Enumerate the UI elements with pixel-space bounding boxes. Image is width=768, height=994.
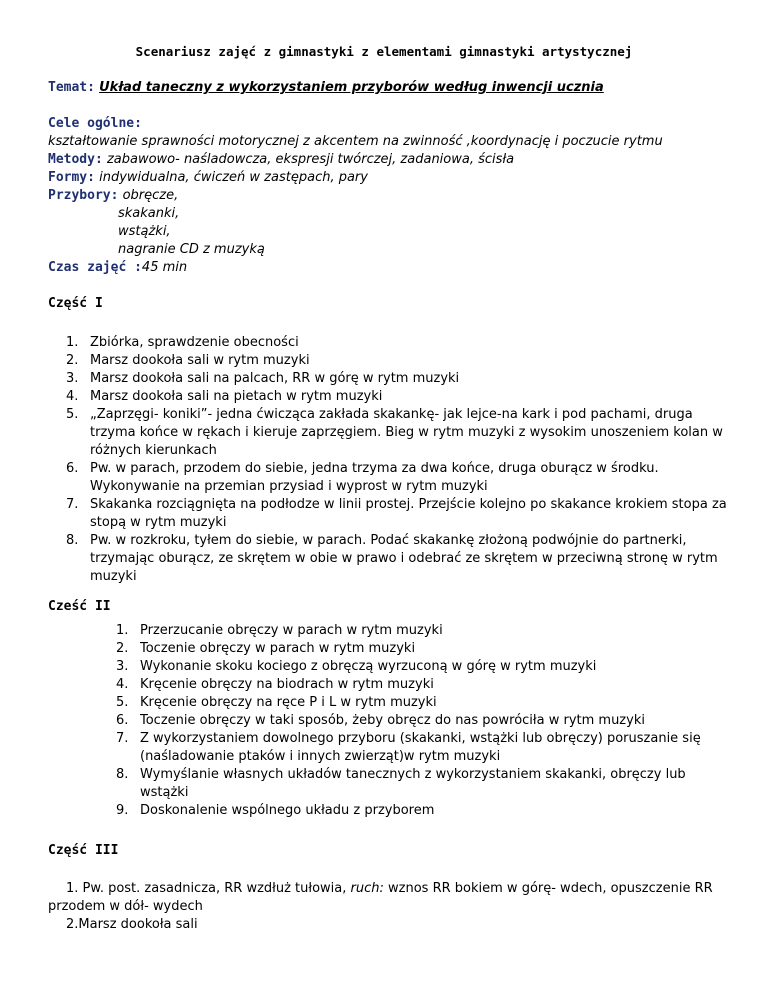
part2-heading: Cześć II	[48, 599, 111, 614]
przybory-line	[48, 187, 178, 205]
list-item: 7. Z wykorzystaniem dowolnego przyboru (skakanki, wstążki lub obręczy) poruszanie się (naśladowanie ptaków i innych zwierząt)w rytm muzyki	[116, 731, 701, 764]
przybory-item: skakanki,	[118, 206, 180, 221]
temat-line	[48, 79, 604, 97]
part3-item-2: 2.Marsz dookoła sali	[66, 917, 198, 932]
list-item: 5. „Zaprzęgi- koniki”- jedna ćwicząca zakłada skakankę- jak lejce-na kark i pod pachami, druga trzyma końce w rękach i kieruje zaprzęgiem. Bieg w rytm muzyki z wysokim unoszeniem kolan w różnych kierunkach	[66, 407, 723, 458]
przybory-item: obręcze,	[122, 188, 179, 203]
document-title: Scenariusz zajęć z gimnastyki z elementami gimnastyki artystycznej	[135, 44, 633, 59]
part1-heading: Część I	[48, 296, 103, 311]
list-item: 8. Pw. w rozkroku, tyłem do siebie, w parach. Podać skakankę złożoną podwójnie do partnerki, trzymając oburącz, ze skrętem w obie w prawo i odebrać ze skrętem w przeciwną stronę w rytm muzyki	[66, 533, 718, 584]
czas-line	[48, 259, 187, 277]
czas-value: 45 min	[141, 260, 188, 275]
przybory-item: wstążki,	[118, 224, 171, 239]
list-item: 2. Toczenie obręczy w parach w rytm muzyki	[116, 641, 416, 656]
cele-value: kształtowanie sprawności motorycznej z akcentem na zwinność ,koordynację i poczucie rytmu	[48, 134, 663, 149]
part3-heading: Część III	[48, 843, 119, 858]
cele-label: Cele ogólne:	[48, 116, 142, 131]
part3-item-1: 1. Pw. post. zasadnicza, RR wzdłuż tułowia, ruch: wznos RR bokiem w górę- wdech, opuszczenie RR przodem w dół- wydech	[48, 881, 713, 914]
list-item: 8. Wymyślanie własnych układów tanecznych z wykorzystaniem skakanki, obręczy lub wstążki	[116, 767, 686, 800]
list-item: 4. Marsz dookoła sali na pietach w rytm muzyki	[66, 389, 383, 404]
formy-label: Formy:	[48, 170, 95, 185]
metody-label: Metody:	[48, 152, 103, 167]
formy-line	[48, 169, 368, 187]
list-item: 1. Zbiórka, sprawdzenie obecności	[66, 335, 299, 350]
list-item: 6. Toczenie obręczy w taki sposób, żeby obręcz do nas powróciła w rytm muzyki	[116, 713, 645, 728]
list-item: 6. Pw. w parach, przodem do siebie, jedna trzyma za dwa końce, druga oburącz w środku. Wykonywanie na przemian przysiad i wyprost w rytm muzyki	[66, 461, 659, 494]
list-item: 4. Kręcenie obręczy na biodrach w rytm muzyki	[116, 677, 434, 692]
ruch-label: ruch:	[350, 881, 384, 896]
list-item: 3. Wykonanie skoku kociego z obręczą wyrzuconą w górę w rytm muzyki	[116, 659, 597, 674]
metody-line	[48, 151, 514, 169]
metody-value: zabawowo- naśladowcza, ekspresji twórczej, zadaniowa, ścisła	[106, 152, 515, 167]
cele-label-line	[48, 115, 142, 133]
part1-list	[66, 334, 730, 586]
list-item: 2. Marsz dookoła sali w rytm muzyki	[66, 353, 310, 368]
temat-value: Układ taneczny z wykorzystaniem przyborów według inwencji ucznia	[99, 80, 604, 95]
list-item: 5. Kręcenie obręczy na ręce P i L w rytm muzyki	[116, 695, 437, 710]
czas-label: Czas zajęć :	[48, 260, 142, 275]
temat-label: Temat:	[48, 80, 95, 95]
list-item: 9. Doskonalenie wspólnego układu z przyborem	[116, 803, 435, 818]
part2-list	[116, 622, 720, 820]
przybory-item: nagranie CD z muzyką	[118, 242, 265, 257]
list-item: 7. Skakanka rozciągnięta na podłodze w linii prostej. Przejście kolejno po skakance krokiem stopa za stopą w rytm muzyki	[66, 497, 727, 530]
list-item: 3. Marsz dookoła sali na palcach, RR w górę w rytm muzyki	[66, 371, 460, 386]
formy-value: indywidualna, ćwiczeń w zastępach, pary	[99, 170, 368, 185]
list-item: 1. Przerzucanie obręczy w parach w rytm muzyki	[116, 623, 443, 638]
przybory-label: Przybory:	[48, 188, 119, 203]
